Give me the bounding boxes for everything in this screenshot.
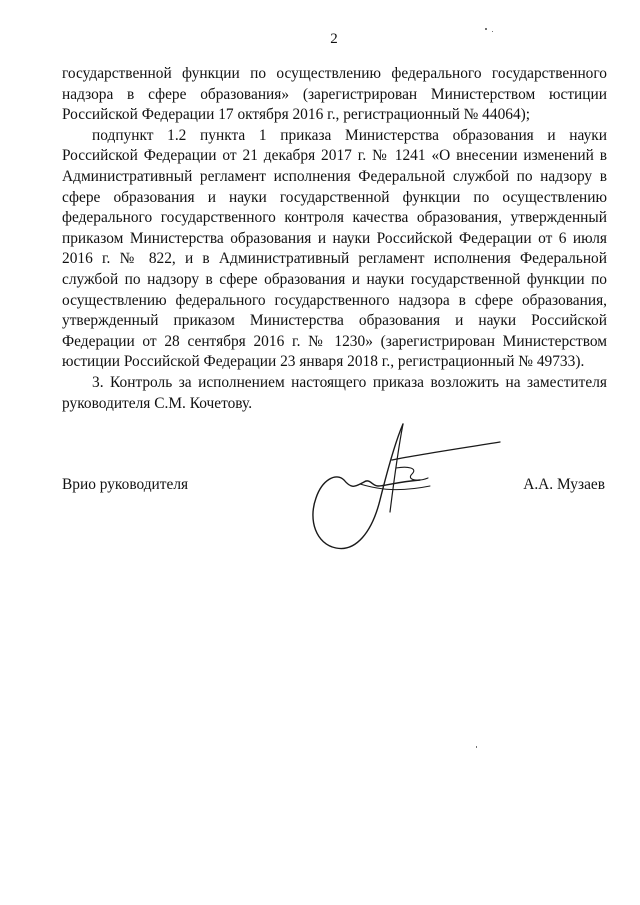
paragraph-subclause-1-2: подпункт 1.2 пункта 1 приказа Министерства образования и науки Российской Федерации от 21 декабря 2017 г. № 1241 «О внесении изменений в Административный регламент исполнения Федеральной службой по надзору в сфере образования и науки государственной функции по осуществлению федерального государственного контроля качества образования, утвержденный приказом Министерства образования и науки Российской Федерации от 6 июля 2016 г. № 822, и в Административный регламент исполнения Федеральной службой по надзору в сфере образования и науки государственной функции по осуществлению федерального государственного надзора в сфере образования, утвержденный приказом Министерства образования и науки Российской Федерации от 28 сентября 2016 г. № 1230» (зарегистрирован Министерством юстиции Российской Федерации 23 января 2018 г., регистрационный № 49733). [62, 126, 607, 371]
paragraph-continuation: государственной функции по осуществлению федерального государственного надзора в сфере образования» (зарегистрирован Министерством юстиции Российской Федерации 17 октября 2016 г., регистрационный № 44064); [62, 65, 607, 124]
paragraph-item-3: 3. Контроль за исполнением настоящего приказа возложить на заместителя руководителя С.М. Кочетову. [62, 373, 607, 412]
scan-speck [476, 746, 477, 748]
signatory-position: Врио руководителя [62, 476, 189, 493]
scan-speck [492, 31, 493, 32]
scan-speck [485, 28, 487, 30]
handwritten-signature [300, 420, 510, 570]
document-body [62, 64, 607, 414]
page-number: 2 [330, 31, 338, 47]
signatory-name: А.А. Музаев [523, 476, 605, 493]
